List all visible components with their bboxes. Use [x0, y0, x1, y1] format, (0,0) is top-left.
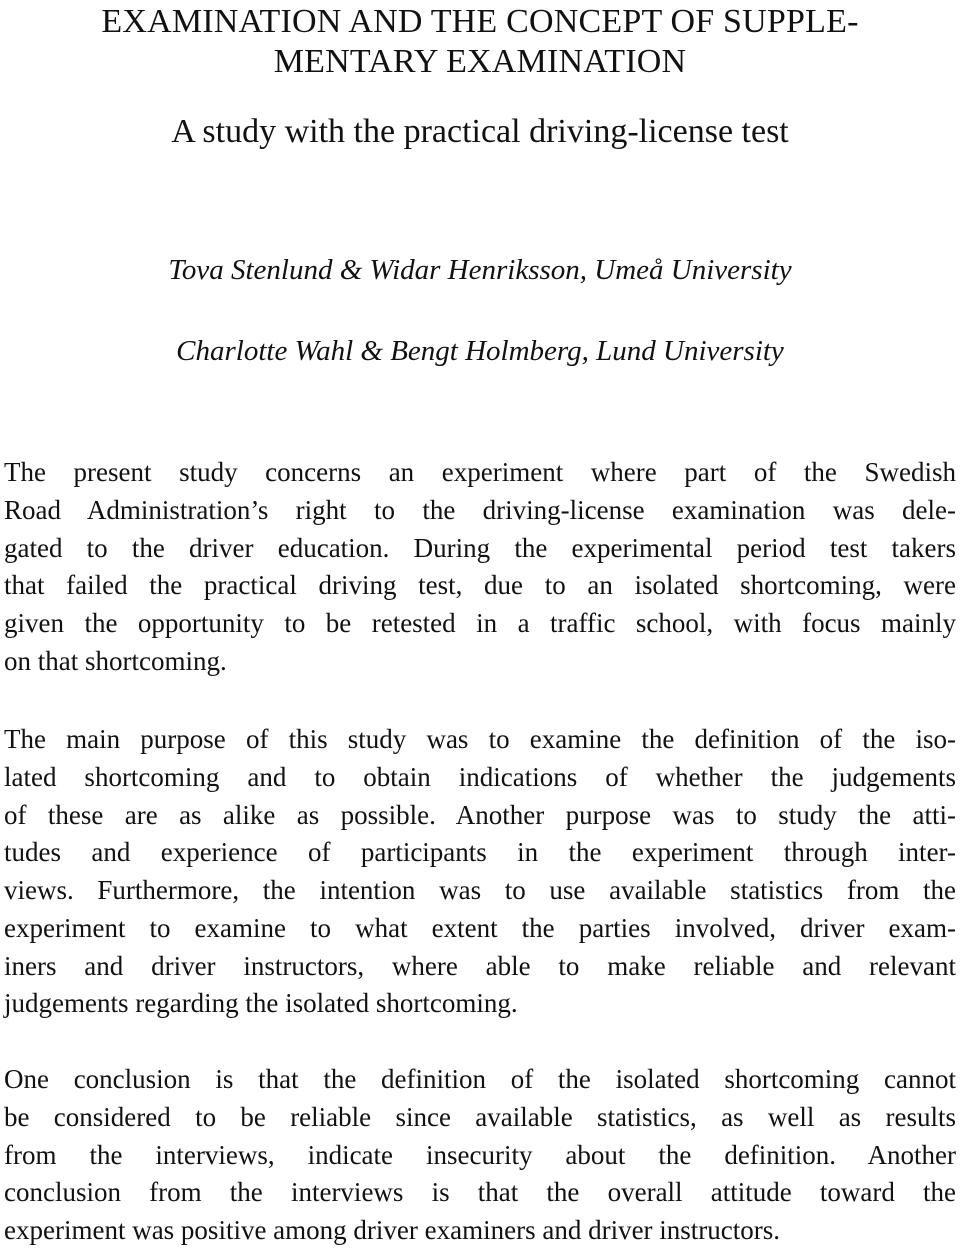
author-line: Tova Stenlund & Widar Henriksson, Umeå University — [168, 254, 792, 286]
text-line: be considered to be reliable since available statistics, as well as results — [4, 1101, 956, 1132]
title-line: EXAMINATION AND THE CONCEPT OF SUPPLE- — [101, 3, 859, 40]
paper-subtitle: A study with the practical driving-license test — [171, 113, 789, 150]
abstract-paragraph — [4, 1061, 956, 1250]
title-line: MENTARY EXAMINATION — [273, 43, 687, 80]
abstract-paragraph — [4, 454, 956, 681]
text-line: conclusion from the interviews is that the overall attitude toward the — [4, 1177, 956, 1208]
text-line: Road Administration’s right to the driving-license examination was dele- — [4, 494, 956, 525]
text-line: The main purpose of this study was to examine the definition of the iso- — [4, 724, 956, 754]
paper-title — [0, 2, 960, 82]
text-line: that failed the practical driving test, due to an isolated shortcoming, were — [4, 570, 956, 601]
text-line: experiment was positive among driver examiners and driver instructors. — [4, 1215, 781, 1245]
text-line: given the opportunity to be retested in a traffic school, with focus mainly — [4, 608, 956, 638]
text-line: lated shortcoming and to obtain indications of whether the judgements — [4, 761, 956, 792]
text-line: on that shortcoming. — [4, 645, 227, 676]
text-line: gated to the driver education. During the experimental period test takers — [4, 532, 956, 563]
text-line: views. Furthermore, the intention was to use available statistics from the — [4, 875, 956, 905]
text-line: judgements regarding the isolated shortcoming. — [4, 988, 518, 1019]
text-line: of these are as alike as possible. Another purpose was to study the atti- — [4, 799, 956, 830]
text-line: tudes and experience of participants in the experiment through inter- — [4, 837, 956, 868]
text-line: One conclusion is that the definition of the isolated shortcoming cannot — [4, 1064, 956, 1094]
text-line: The present study concerns an experiment where part of the Swedish — [4, 457, 956, 487]
text-line: experiment to examine to what extent the parties involved, driver exam- — [4, 912, 956, 943]
abstract-paragraph — [4, 721, 956, 1023]
text-line: iners and driver instructors, where able to make reliable and relevant — [4, 950, 956, 981]
author-line: Charlotte Wahl & Bengt Holmberg, Lund University — [176, 335, 784, 367]
text-line: from the interviews, indicate insecurity about the definition. Another — [4, 1139, 956, 1170]
